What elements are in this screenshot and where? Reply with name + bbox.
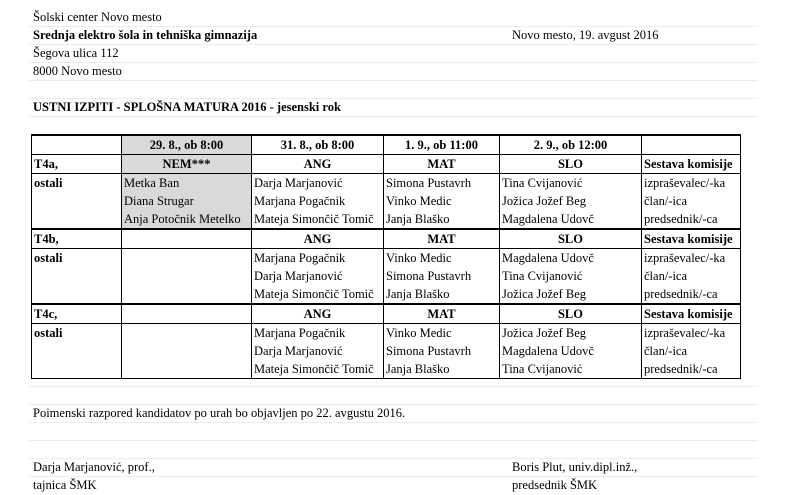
- examiner-cell: Tina Cvijanović: [500, 360, 642, 379]
- examiner-cell: Darja Marjanović: [252, 342, 384, 360]
- gridline: [28, 80, 758, 81]
- committee-role: izpraševalec/-ka: [642, 324, 741, 343]
- table-row: [32, 360, 741, 379]
- examiner-cell: [122, 285, 252, 304]
- subject-cell: MAT: [384, 155, 500, 174]
- committee-header: Sestava komisije: [642, 304, 741, 324]
- examiner-cell: Metka Ban: [122, 174, 252, 193]
- school-name: Šolski center Novo mesto: [33, 10, 162, 24]
- subject-cell: SLO: [500, 229, 642, 249]
- empty-cell: [32, 342, 122, 360]
- examiner-cell: Marjana Pogačnik: [252, 249, 384, 268]
- committee-role: izpraševalec/-ka: [642, 174, 741, 193]
- empty-cell: [32, 210, 122, 229]
- empty-cell: [642, 135, 741, 155]
- examiner-cell: [122, 324, 252, 343]
- empty-cell: [32, 360, 122, 379]
- date-cell: 29. 8., ob 8:00: [122, 135, 252, 155]
- date-cell: 2. 9., ob 12:00: [500, 135, 642, 155]
- examiner-cell: Marjana Pogačnik: [252, 192, 384, 210]
- committee-role: izpraševalec/-ka: [642, 249, 741, 268]
- committee-role: predsednik/-ca: [642, 360, 741, 379]
- examiner-cell: Diana Strugar: [122, 192, 252, 210]
- table-row: [32, 285, 741, 304]
- examiner-cell: [122, 267, 252, 285]
- class-label: T4b,: [32, 229, 122, 249]
- examiner-cell: Jožica Jožef Beg: [500, 285, 642, 304]
- examiner-cell: Janja Blaško: [384, 360, 500, 379]
- subject-cell: [122, 304, 252, 324]
- gridline: [28, 44, 758, 45]
- examiner-cell: Janja Blaško: [384, 210, 500, 229]
- examiner-cell: Tina Cvijanović: [500, 174, 642, 193]
- street-address: Šegova ulica 112: [33, 46, 119, 60]
- city-address: 8000 Novo mesto: [33, 64, 122, 78]
- date-cell: 1. 9., ob 11:00: [384, 135, 500, 155]
- place-date: Novo mesto, 19. avgust 2016: [512, 28, 659, 42]
- page-title: USTNI IZPITI - SPLOŠNA MATURA 2016 - jesenski rok: [33, 100, 341, 114]
- class-sub-label: ostali: [32, 324, 122, 343]
- committee-role: član/-ica: [642, 267, 741, 285]
- group-header-row: [32, 155, 741, 174]
- subject-cell: NEM***: [122, 155, 252, 174]
- subject-cell: ANG: [252, 229, 384, 249]
- table-row: [32, 249, 741, 268]
- committee-role: član/-ica: [642, 342, 741, 360]
- examiner-cell: Jožica Jožef Beg: [500, 324, 642, 343]
- gridline: [28, 116, 758, 117]
- date-header-row: [32, 135, 741, 155]
- subject-cell: SLO: [500, 304, 642, 324]
- empty-cell: [32, 135, 122, 155]
- group-header-row: [32, 304, 741, 324]
- class-label: T4a,: [32, 155, 122, 174]
- table-row: [32, 342, 741, 360]
- exam-schedule-table: [31, 134, 741, 379]
- signature-left-name: Darja Marjanović, prof.,: [33, 460, 155, 474]
- committee-header: Sestava komisije: [642, 155, 741, 174]
- examiner-cell: Vinko Medic: [384, 192, 500, 210]
- gridline: [28, 422, 758, 423]
- examiner-cell: [122, 360, 252, 379]
- class-sub-label: ostali: [32, 249, 122, 268]
- examiner-cell: Magdalena Udovč: [500, 342, 642, 360]
- examiner-cell: Darja Marjanović: [252, 174, 384, 193]
- examiner-cell: [122, 249, 252, 268]
- committee-header: Sestava komisije: [642, 229, 741, 249]
- examiner-cell: Jožica Jožef Beg: [500, 192, 642, 210]
- signature-right-role: predsednik ŠMK: [512, 478, 598, 492]
- committee-role: član/-ica: [642, 192, 741, 210]
- signature-left-role: tajnica ŠMK: [33, 478, 97, 492]
- examiner-cell: Anja Potočnik Metelko: [122, 210, 252, 229]
- group-header-row: [32, 229, 741, 249]
- examiner-cell: [122, 342, 252, 360]
- department-name: Srednja elektro šola in tehniška gimnazija: [33, 28, 258, 42]
- empty-cell: [32, 267, 122, 285]
- empty-cell: [32, 192, 122, 210]
- examiner-cell: Magdalena Udovč: [500, 249, 642, 268]
- examiner-cell: Darja Marjanović: [252, 267, 384, 285]
- examiner-cell: Mateja Simončič Tomič: [252, 360, 384, 379]
- committee-role: predsednik/-ca: [642, 285, 741, 304]
- table-row: [32, 192, 741, 210]
- subject-cell: MAT: [384, 229, 500, 249]
- examiner-cell: Marjana Pogačnik: [252, 324, 384, 343]
- table-row: [32, 324, 741, 343]
- subject-cell: MAT: [384, 304, 500, 324]
- gridline: [28, 386, 758, 387]
- empty-cell: [32, 285, 122, 304]
- gridline: [28, 62, 758, 63]
- examiner-cell: Tina Cvijanović: [500, 267, 642, 285]
- examiner-cell: Vinko Medic: [384, 324, 500, 343]
- examiner-cell: Mateja Simončič Tomič: [252, 210, 384, 229]
- examiner-cell: Magdalena Udovč: [500, 210, 642, 229]
- subject-cell: SLO: [500, 155, 642, 174]
- signature-right-name: Boris Plut, univ.dipl.inž.,: [512, 460, 638, 474]
- table-row: [32, 267, 741, 285]
- date-cell: 31. 8., ob 8:00: [252, 135, 384, 155]
- class-sub-label: ostali: [32, 174, 122, 193]
- examiner-cell: Simona Pustavrh: [384, 342, 500, 360]
- class-label: T4c,: [32, 304, 122, 324]
- committee-role: predsednik/-ca: [642, 210, 741, 229]
- subject-cell: ANG: [252, 155, 384, 174]
- examiner-cell: Simona Pustavrh: [384, 267, 500, 285]
- examiner-cell: Janja Blaško: [384, 285, 500, 304]
- schedule-note: Poimenski razpored kandidatov po urah bo objavljen po 22. avgustu 2016.: [33, 406, 406, 420]
- table-row: [32, 174, 741, 193]
- examiner-cell: Vinko Medic: [384, 249, 500, 268]
- examiner-cell: Simona Pustavrh: [384, 174, 500, 193]
- table-row: [32, 210, 741, 229]
- subject-cell: ANG: [252, 304, 384, 324]
- examiner-cell: Mateja Simončič Tomič: [252, 285, 384, 304]
- subject-cell: [122, 229, 252, 249]
- gridline: [28, 440, 758, 441]
- gridline: [28, 476, 758, 477]
